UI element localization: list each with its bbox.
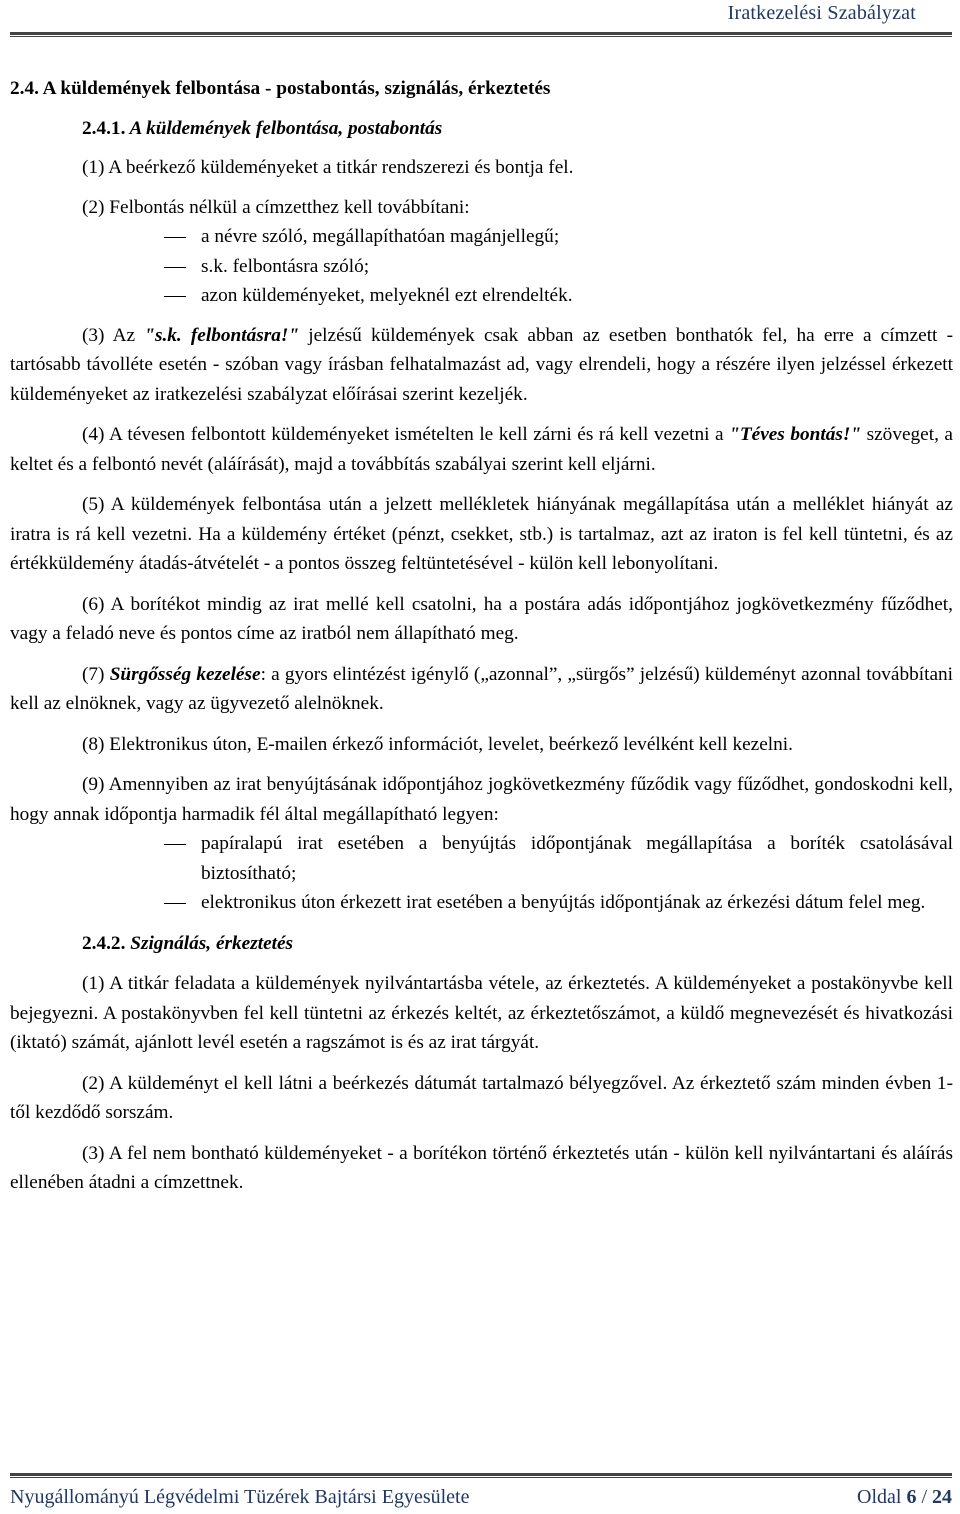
document-body: [10, 74, 953, 1198]
paragraph-2-3: (3) A fel nem bontható küldeményeket - a borítékon történő érkeztetés után - külön kell nyilvántartani és aláírás ellenében átadni a címzettnek.: [10, 1142, 953, 1193]
paragraph-5: (5) A küldemények felbontása után a jelzett mellékletek hiányának megállapítása után a melléklet hiányát az iratra is rá kell vezetni. Ha a küldemény értéket (pénzt, csekket, stb.) is tartalmaz, azt az iraton is fel kell tüntetni, és az értékküldemény átadás-átvételét - a pontos összeg feltüntetésével - külön kell lebonyolítani.: [10, 494, 953, 574]
list-item: a névre szóló, megállapíthatóan magánjellegű;: [10, 222, 953, 252]
subsection-title: Szignálás, érkeztetés: [130, 932, 294, 954]
footer-rule: [10, 1473, 952, 1478]
paragraph-2-2: (2) A küldeményt el kell látni a beérkezés dátumát tartalmazó bélyegzővel. Az érkeztető szám minden évben 1-től kezdődő sorszám.: [10, 1072, 953, 1123]
teves-bontas-label: "Téves bontás!": [729, 424, 862, 445]
subsection-title: A küldemények felbontása, postabontás: [129, 117, 443, 139]
page-current: 6: [906, 1486, 917, 1508]
exception-list: [10, 222, 953, 311]
section-heading: 2.4. A küldemények felbontása - postabontás, szignálás, érkeztetés: [10, 78, 551, 99]
paragraph-8: (8) Elektronikus úton, E-mailen érkező információt, levelet, beérkező levélként kell kezelni.: [82, 733, 793, 755]
list-item: papíralapú irat esetében a benyújtás időpontjának megállapítása a boríték csatolásával biztosítható;: [10, 829, 953, 888]
list-item: elektronikus úton érkezett irat esetében a benyújtás időpontjának az érkezési dátum felel meg.: [10, 888, 953, 918]
subsection-number: 2.4.1.: [82, 117, 126, 139]
subsection-heading-1: [10, 114, 953, 144]
paragraph-1: (1) A beérkező küldeményeket a titkár rendszerezi és bontja fel.: [82, 157, 574, 178]
dash-bullet-icon: [164, 267, 186, 268]
paragraph-4: (4) A tévesen felbontott küldeményeket ismételten le kell zárni és rá kell vezetni a "Téves bontás!" szöveget, a keltet és a felbontó nevét (aláírását), majd a továbbítás szabályai szerint kell eljárni.: [10, 424, 953, 475]
subsection-number: 2.4.2.: [82, 932, 126, 954]
paragraph-2: (2) Felbontás nélkül a címzetthez kell továbbítani:: [82, 196, 470, 218]
dash-bullet-icon: [164, 296, 186, 297]
dash-bullet-icon: [164, 844, 186, 845]
dash-bullet-icon: [164, 237, 186, 238]
header-title: Iratkezelési Szabályzat: [727, 2, 916, 24]
sk-label: "s.k. felbontásra!": [144, 324, 300, 346]
paragraph-7: (7) Sürgősség kezelése: a gyors elintézést igénylő („azonnal”, „sürgős” jelzésű) küldeményt azonnal továbbítani kell az elnöknek, vagy az ügyvezető alelnöknek.: [10, 663, 953, 714]
paragraph-2-1: (1) A titkár feladata a küldemények nyilvántartásba vétele, az érkeztetés. A küldeményeket a postakönyvbe kell bejegyezni. A postakönyvben fel kell tüntetni az érkezés keltét, az érkeztetőszámot, a küldő megnevezését és hivatkozási (iktató) számát, ajánlott levél esetén a ragszámot is és az irat tárgyát.: [10, 973, 953, 1053]
subsection-heading-2: [10, 929, 953, 959]
paragraph-6: (6) A borítékot mindig az irat mellé kell csatolni, ha a postára adás időpontjához jogkövetkezmény fűződhet, vagy a feladó neve és pontos címe az iratból nem állapítható meg.: [10, 593, 953, 644]
paragraph-3: (3) Az "s.k. felbontásra!" jelzésű küldemények csak abban az esetben bonthatók fel, ha erre a címzett - tartósabb távolléte esetén - szóban vagy írásban felhatalmazást ad, vagy elrendeli, hogy a részére ilyen jelzéssel érkezett küldeményeket az iratkezelési szabályzat előírásai szerint kezeljék.: [10, 324, 953, 405]
page-total: 24: [932, 1486, 952, 1508]
list-item: azon küldeményeket, melyeknél ezt elrendelték.: [10, 281, 953, 311]
footer-organization: Nyugállományú Légvédelmi Tüzérek Bajtársi Egyesülete: [10, 1486, 470, 1508]
urgency-label: Sürgősség kezelése: [109, 663, 261, 685]
paragraph-9: (9) Amennyiben az irat benyújtásának időpontjához jogkövetkezmény fűződik vagy fűződhet, gondoskodni kell, hogy annak időpontja harmadik fél által megállapítható legyen:: [10, 774, 953, 825]
list-item: s.k. felbontásra szóló;: [10, 252, 953, 282]
dash-bullet-icon: [164, 903, 186, 904]
header-rule: [10, 32, 952, 37]
submission-list: [10, 829, 953, 918]
page-number: Oldal 6 / 24: [857, 1486, 952, 1508]
